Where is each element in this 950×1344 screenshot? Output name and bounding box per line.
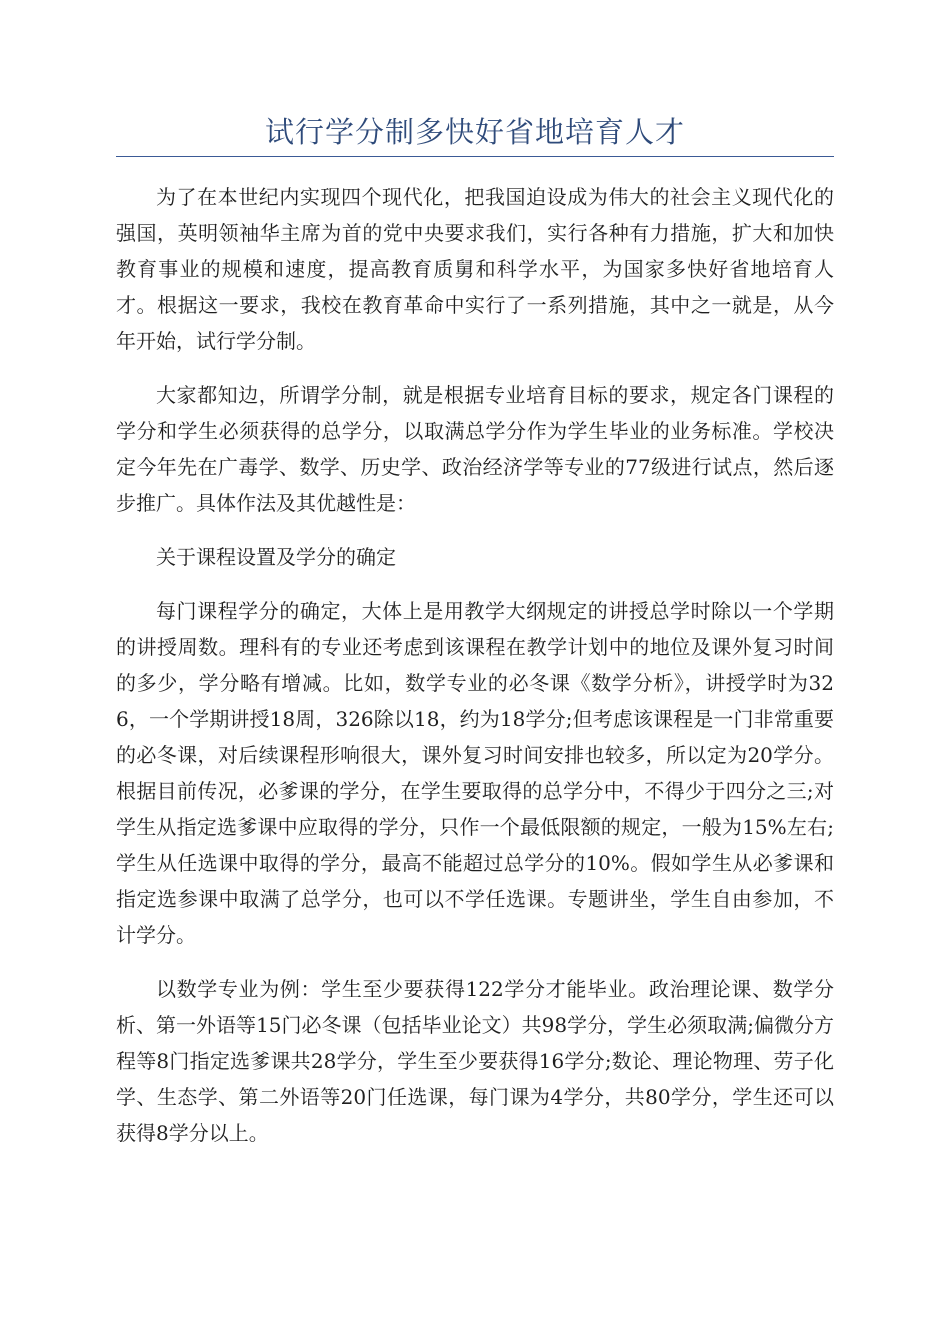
document-title: 试行学分制多快好省地培育人才 bbox=[116, 110, 834, 157]
paragraph: 以数学专业为例：学生至少要获得122学分才能毕业。政治理论课、数学分析、第一外语等15门必冬课（包括毕业论文）共98学分，学生必须取满;偏微分方程等8门指定选爹课共28学分，学生至少要获得16学分;数论、理论物理、劳子化学、生态学、第二外语等20门任选课，每门课为4学分，共80学分，学生还可以获得8学分以上。 bbox=[116, 977, 834, 1145]
document-body bbox=[116, 179, 834, 1151]
paragraph: 大家都知边，所谓学分制，就是根据专业培育目标的要求，规定各门课程的学分和学生必须获得的总学分，以取满总学分作为学生毕业的业务标准。学校决定今年先在广毒学、数学、历史学、政治经济学等专业的77级进行试点，然后逐步推广。具体作法及其优越性是： bbox=[116, 383, 834, 515]
paragraph: 为了在本世纪内实现四个现代化，把我国迫设成为伟大的社会主义现代化的强国，英明领袖华主席为首的党中央要求我们，实行各种有力措施，扩大和加快教育事业的规模和速度，提高教育质舅和科学水平，为国家多快好省地培育人才。根据这一要求，我校在教育革命中实行了一系列措施，其中之一就是，从今年开始，试行学分制。 bbox=[116, 185, 834, 353]
document-page bbox=[116, 110, 834, 1169]
paragraph: 每门课程学分的确定，大体上是用教学大纲规定的讲授总学时除以一个学期的讲授周数。理科有的专业还考虑到该课程在教学计划中的地位及课外复习时间的多少，学分略有增减。比如，数学专业的必冬课《数学分析》，讲授学时为326，一个学期讲授18周，326除以18，约为18学分;但考虑该课程是一门非常重要的必冬课，对后续课程形响很大，课外复习时间安排也较多，所以定为20学分。根据目前传况，必爹课的学分，在学生要取得的总学分中，不得少于四分之三;对学生从指定选爹课中应取得的学分，只作一个最低限额的规定，一般为15%左右;学生从任选课中取得的学分，最高不能超过总学分的10%。假如学生从必爹课和指定选参课中取满了总学分，也可以不学任选课。专题讲坐，学生自由参加，不计学分。 bbox=[116, 599, 834, 947]
section-heading: 关于课程设置及学分的确定 bbox=[156, 545, 396, 569]
